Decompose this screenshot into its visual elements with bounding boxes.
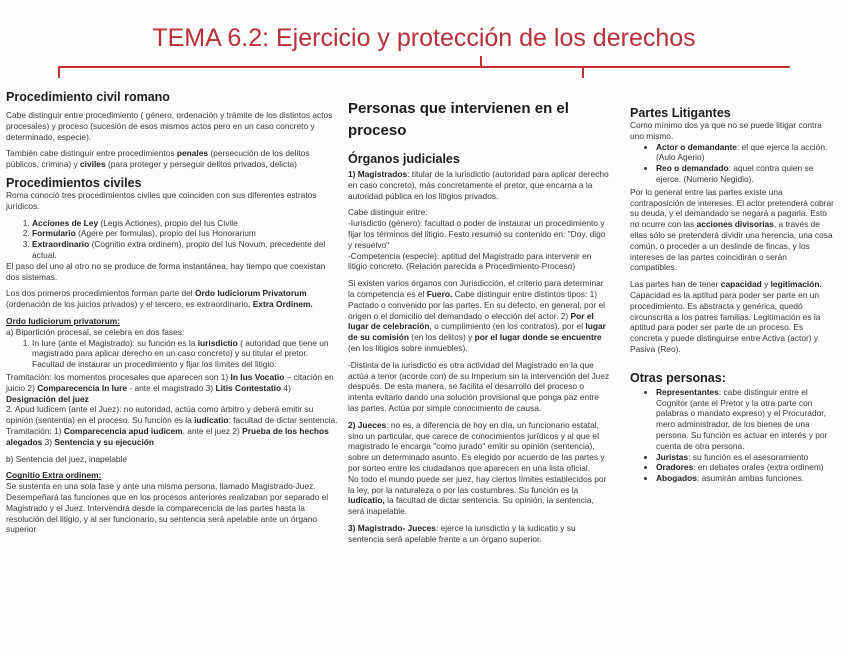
paragraph-distinction: Cabe distinguir entre procedimiento ( género, ordenación y trámite de los distintos actos procesales) y proceso (sucesión de esos mismos actos pero en un caso concreto y determinado, especie). (6, 110, 333, 142)
paragraph-minimo: Como mínimo dos ya que no se puede litigar contra uno mismo. (630, 120, 822, 141)
title-bracket-line (58, 66, 790, 68)
paragraph-iurisdictio: -Iurisdictio (género): facultad o poder de instaurar un procedimiento y fijar los términos del litigio. Festo resumió su contenido en: "Doy, digo y resuelvo" (348, 218, 606, 250)
paragraph-jueces: 2) Jueces: no es, a diferencia de hoy en día, un funcionario estatal, sino un particular, que carece de conocimientos jurídicos y al que el magistrado le encarga "como jurado" emitir su opinión (sentencia), sobre un determinado asunto. Es elegido por acuerdo de las partes y por sorteo entre los ciudadanos que aparecen en una lista oficial. (348, 419, 605, 473)
title-bracket-tick-left (58, 66, 60, 78)
paragraph-competencia: -Competencia (especie): aptitud del Magistrado para intervenir en litigio concreto. (Relación parecida a Procedimiento-Proceso) (348, 250, 592, 272)
list-procedimientos (6, 218, 338, 261)
paragraph-apud-iudicem: 2. Apud Iudicem (ante el Juez): no autoridad, actúa como árbitro y deberá emitir su opinión (sententia) en el proceso. Su función es la iudicatio: facultad de dictar sentencia. (6, 404, 338, 426)
paragraph-fuero: Si existen varios órganos con Jurisdicción, el criterio para determinar la competencia es el Fuero. Cabe distinguir entre distintos tipos: 1) Pactado o convenido por las partes. En su defecto, en general, por el origen o el domicilio del demandado o elección del actor. 2) Por el lugar de celebración, o cumplimiento (en los contratos), por el lugar de su comisión (en los delitos) y por el lugar donde se encuentre (en los litigios sobre inmuebles). (348, 278, 606, 353)
heading-otras-personas: Otras personas: (630, 370, 726, 385)
column-personas (348, 98, 610, 551)
paragraph-tres-procedimientos: Roma conoció tres procedimientos civiles que coinciden con sus diferentes estratos jurídicos. (6, 189, 317, 211)
heading-partes-litigantes: Partes Litigantes (630, 106, 731, 120)
column-procedimiento (6, 90, 338, 541)
heading-organos-judiciales: Órganos judiciales (348, 152, 460, 166)
paragraph-contraposicion: Por lo general entre las partes existe una contraposición de intereses. El actor pretenderá cobrar su deuda, y el demandado se negará a pagarla. Esto no ocurre con las acciones divisorias, a través de ellas sólo se pretenderá dividir una herencia, una cosa común, o proceder a un deslinde de fincas, y los intereses de las partes coincidirán o serán compatibles. (630, 186, 834, 273)
list-item: • Juristas: su función es el asesoramiento (656, 452, 835, 463)
list-item: • Reo o demandado: aquel contra quien se ejerce. (Numerio Negidio). (656, 163, 835, 185)
list-item: 1. In Iure (ante el Magistrado): su función es la iurisdictio ( autoridad que tiene un magistrado para aplicar derecho en un caso concreto) y su titular el pretor. Facultad de instaurar un procedimiento y fijar los límites del litigio. (32, 338, 338, 370)
list-item: 2. Formulario (Agere per formulas), propio del Ius Honorarium (32, 228, 338, 239)
paragraph-capacidad: Las partes han de tener capacidad y legitimación. Capacidad es la aptitud para poder ser parte en un procedimiento. Es abstracta y genérica, quedó circunscrita a los patres familias. Legitimación es la aptitud para poder ser parte de un proceso. Es concreta y puede distinguirse entre Activa (actor) y Pasiva (Reo). (630, 279, 822, 354)
heading-procedimiento-civil: Procedimiento civil romano (6, 90, 170, 104)
heading-procedimientos-civiles: Procedimientos civiles (6, 175, 142, 190)
list-item: • Actor o demandante: el que ejerce la acción. (Aulo Agerio) (656, 142, 835, 164)
paragraph-imperium: -Distinta de la iurisdictio es otra actividad del Magistrado en la que actúa a tenor (acorde con) de su Imperium sin la intervención del Juez después. De esta manera, se facilita el desarrollo del proceso o intenta evitarlo dando una solución provisional que ponga paz entre las partes. Actúa por simple conocimiento de causa. (348, 359, 610, 413)
list-item: 3. Extraordinario (Cognitio extra ordinem), propio del Ius Novum, precedente del actual. (32, 239, 338, 261)
list-item: • Abogados: asumirán ambas funciones. (656, 473, 835, 484)
column-partes (630, 106, 835, 486)
paragraph-sentencia: b) Sentencia del juez, inapelable (6, 453, 128, 464)
list-otras-personas (630, 387, 835, 484)
paragraph-coexisten: El paso del uno al otro no se produce de forma instantánea, hay tiempo que coexistan dos sistemas. (6, 260, 326, 282)
paragraph-cabe-distinguir: Cabe distinguir entre: (348, 207, 428, 218)
list-partes (630, 142, 835, 185)
paragraph-magistrado-jueces: 3) Magistrado- Jueces: ejerce la iurisdictio y la iudicatio y su sentencia será apelable frente a un órgano superior. (348, 522, 576, 544)
list-item: 1. Acciones de Ley (Legis Actiones), propio del Ius Civile (32, 218, 338, 229)
heading-personas-proceso: Personas que intervienen en el proceso (348, 100, 569, 139)
heading-ordo-iudiciorum: Ordo Iudiciorum privatorum: (6, 315, 120, 326)
list-item: • Oradores: en debates orales (extra ordinem) (656, 462, 835, 473)
paragraph-cognitio-extra: Se sustenta en una sola fase y ante una misma persona, llamado Magistrado-Juez. Desempeñará las funciones que en los procesos anteriores realizaban por separado el Magistrado y el Juez. Intervendrá desde la comparecencia de las partes hasta la resolución del litigio, y al ser funcionario, su sentencia será apelable ante un órgano superior (6, 481, 329, 535)
heading-cognitio-extra: Cognitio Extra ordinem: (6, 470, 102, 481)
paragraph-tramitacion-1: Tramitación: los momentos procesales que aparecen son 1) In Ius Vocatio – citación en juicio 2) Comparecencia In Iure - ante el magistrado 3) Litis Contestatio 4) Designación del juez (6, 371, 334, 404)
paragraph-limites-juez: No todo el mundo puede ser juez, hay ciertos límites establecidos por la ley, por la naturaleza o por las costumbres. Su función es la iudicatio, la facultad de dictar sentencia. Su opinión, la sentencia, será inapelable. (348, 473, 607, 517)
page-title: TEMA 6.2: Ejercicio y protección de los derechos (152, 24, 696, 52)
list-fases (6, 338, 338, 370)
title-bracket-tick-center (480, 56, 482, 67)
paragraph-ordo: Los dos primeros procedimientos forman parte del Ordo Iudiciorum Privatorum (ordenación de los juicios privados) y el tercero, es extraordinario, Extra Ordinem. (6, 288, 313, 310)
title-bracket-tick-right (582, 66, 584, 78)
list-item: • Representantes: cabe distinguir entre el Cognitor (ante el Pretor y la otra parte con palabras o mandato expreso) y el Procurador, mero administrador, de los bienes de una persona. Su función es actuar en interés y por cuenta de otra persona. (656, 387, 835, 452)
paragraph-tramitacion-2: Tramitación: 1) Comparecencia apud iudicem, ante el juez 2) Prueba de los hechos alegados 3) Sentencia y su ejecución (6, 425, 329, 447)
paragraph-penales-civiles: También cabe distinguir entre procedimientos penales (persecución de los delitos públicos, crimina) y civiles (para proteger y perseguir delitos privados, delicta) (6, 148, 310, 170)
paragraph-biparticion: a) Bipartición procesal, se celebra en dos fases: (6, 326, 185, 337)
paragraph-magistrados: 1) Magistrados: titular de la iurisdictio (autoridad para aplicar derecho en caso concreto), más concretamente el pretor, que encarna a la autoridad pública en los litigios privados. (348, 169, 609, 201)
